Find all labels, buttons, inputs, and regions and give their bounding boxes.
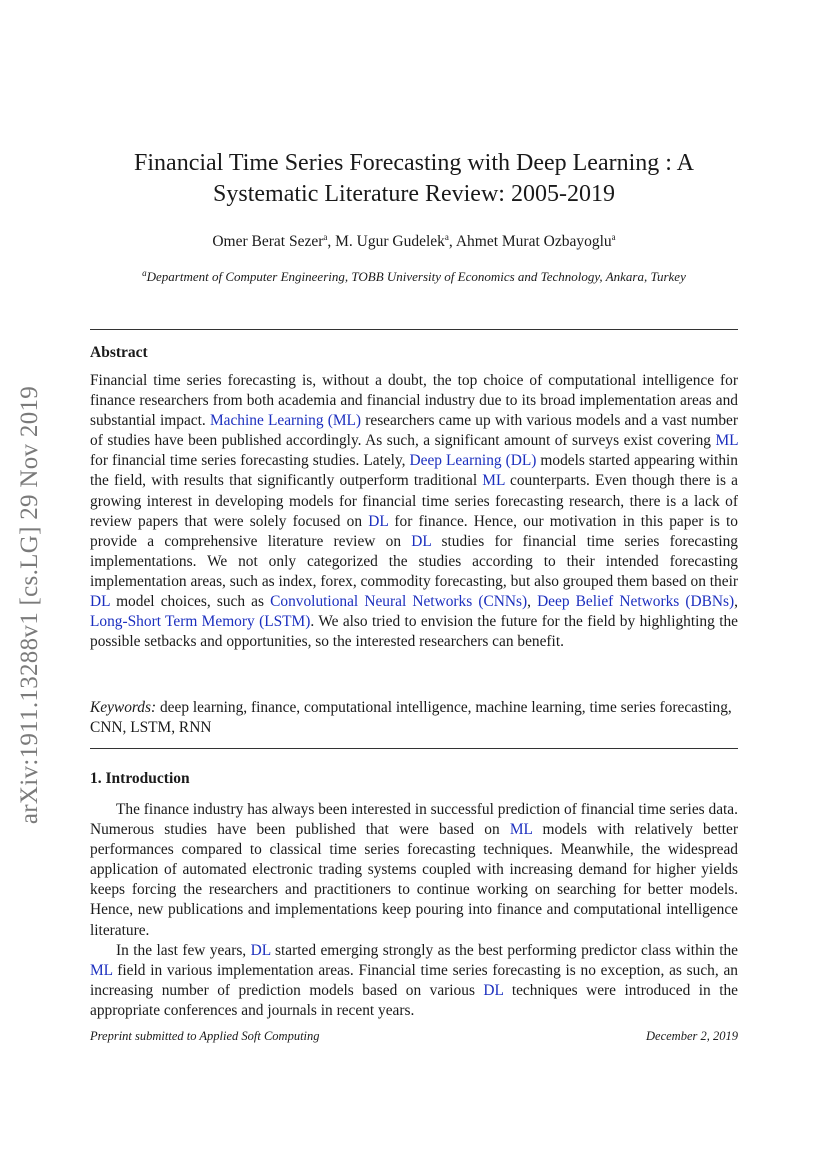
intro-paragraph [90, 800, 738, 941]
acronym-link[interactable]: DL [368, 512, 389, 530]
author-name: Ahmet Murat Ozbayoglu [455, 233, 612, 250]
body-text: The finance industry has always been interested in successful prediction of financial time series data. Numerous studies have been published that were based on [90, 801, 738, 839]
body-text: counterparts. Even though there is a growing interest in developing models for financial time series forecasting research, there is a lack of review papers that were solely focused on [90, 472, 738, 530]
body-text: studies for financial time series forecasting implementations. We not only categorized the studies according to their intended forecasting implementation areas, such as index, forex, commodity forecasting, but also grouped them based on their [90, 532, 738, 590]
author-list [90, 232, 738, 252]
acronym-link[interactable]: ML [509, 821, 533, 839]
body-text: Financial time series forecasting is, without a doubt, the top choice of computational intelligence for finance researchers from both academia and financial industry due to its broad implementation areas and substantial impact. [90, 372, 738, 430]
author-name: Omer Berat Sezer [212, 233, 324, 250]
acronym-link[interactable]: Convolutional Neural Networks (CNNs) [270, 593, 528, 611]
abstract-bottom-rule [90, 748, 738, 749]
acronym-link[interactable]: Deep Belief Networks (DBNs) [537, 593, 735, 611]
section-heading-introduction: 1. Introduction [90, 770, 190, 787]
acronym-link[interactable]: DL [483, 981, 504, 999]
body-text: , [734, 593, 738, 611]
acronym-link[interactable]: Long-Short Term Memory (LSTM) [90, 613, 311, 631]
body-text: for finance. Hence, our motivation in this paper is to provide a comprehensive literature review on [90, 512, 738, 550]
affiliation [90, 264, 738, 286]
acronym-link[interactable]: Deep Learning (DL) [409, 452, 537, 470]
abstract-text [90, 371, 738, 652]
body-text: model choices, such as [109, 593, 271, 611]
footer-date: December 2, 2019 [646, 1029, 738, 1043]
abstract-top-rule [90, 329, 738, 330]
keywords-text: deep learning, finance, computational intelligence, machine learning, time series forecasting, CNN, LSTM, RNN [90, 699, 732, 737]
author-affiliation-mark: a [611, 231, 616, 242]
author-affiliation-mark: a [323, 231, 328, 242]
body-text: , [527, 593, 538, 611]
keywords [90, 698, 738, 738]
author-name: M. Ugur Gudelek [335, 233, 445, 250]
abstract-heading: Abstract [90, 344, 148, 361]
body-text: models started appearing within the field, with results that significantly outperform traditional [90, 452, 739, 490]
arxiv-stamp [10, 360, 50, 850]
acronym-link[interactable]: ML [482, 472, 505, 490]
acronym-link[interactable]: ML [715, 432, 738, 450]
paper-title [90, 148, 738, 210]
body-text: field in various implementation areas. Financial time series forecasting is no exception, as such, an increasing number of prediction models based on various [90, 961, 738, 999]
body-text: started emerging strongly as the best performing predictor class within the [270, 941, 738, 959]
introduction-text [90, 800, 738, 1021]
arxiv-stamp-text: arXiv:1911.13288v1 [cs.LG] 29 Nov 2019 [16, 385, 44, 825]
paper-title-line-1: Financial Time Series Forecasting with Deep Learning : A [134, 150, 694, 176]
paper-title-line-2: Systematic Literature Review: 2005-2019 [213, 181, 615, 207]
body-text: . We also tried to envision the future for the field by highlighting the possible setbacks and opportunities, so the interested researchers can benefit. [90, 613, 738, 651]
acronym-link[interactable]: DL [90, 593, 110, 611]
acronym-link[interactable]: Machine Learning (ML) [209, 412, 362, 430]
footer-journal: Preprint submitted to Applied Soft Computing [90, 1029, 320, 1043]
body-text: models with relatively better performances compared to classical time series forecasting techniques. Meanwhile, the widespread application of automated electronic trading systems coupled with increasing demand for higher yields keeps forcing the researchers and practitioners to continue working on searching for better models. Hence, new publications and implementations keep pouring into finance and computational intelligence literature. [90, 821, 738, 939]
acronym-link[interactable]: DL [411, 532, 432, 550]
acronym-link[interactable]: ML [90, 961, 113, 979]
body-text: researchers came up with various models and a vast number of studies have been published accordingly. As such, a significant amount of surveys exist covering [90, 412, 738, 450]
affiliation-text: Department of Computer Engineering, TOBB University of Economics and Technology, Ankara, Turkey [146, 269, 686, 284]
body-text: In the last few years, [116, 941, 251, 959]
body-text: techniques were introduced in the appropriate conferences and journals in recent years. [90, 981, 738, 1019]
acronym-link[interactable]: DL [250, 941, 271, 959]
author-affiliation-mark: a [444, 231, 449, 242]
keywords-label: Keywords: [90, 699, 157, 716]
affiliation-mark: a [142, 268, 147, 278]
author-separator: , [448, 233, 456, 250]
body-text: for financial time series forecasting studies. Lately, [90, 452, 410, 470]
intro-paragraph [90, 941, 738, 1021]
author-separator: , [327, 233, 336, 250]
